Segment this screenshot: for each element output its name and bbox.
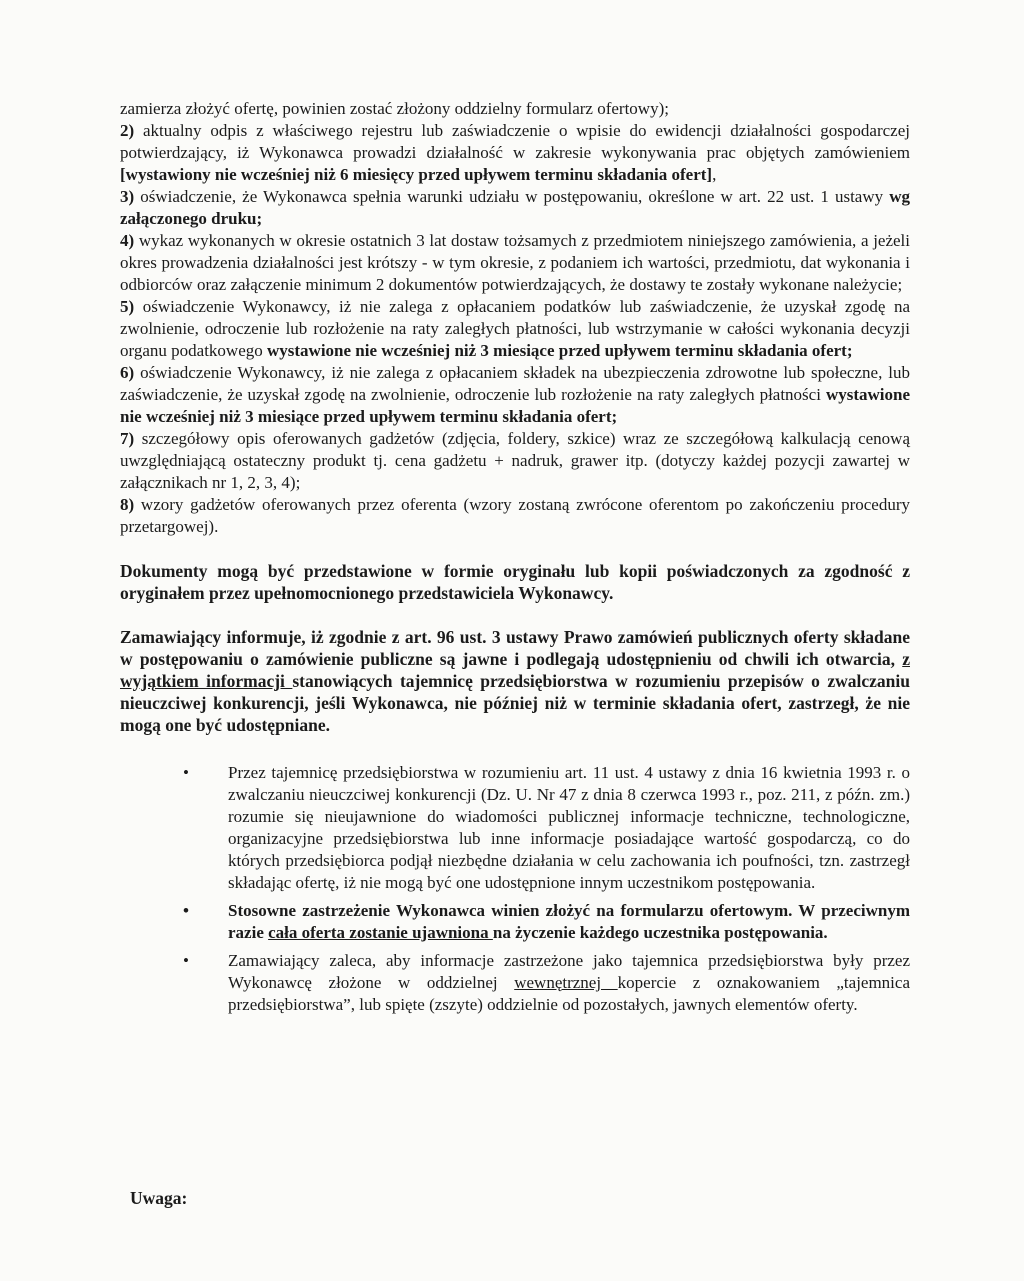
item-number: 3): [120, 187, 135, 206]
notice-underlined: z wyjątkiem informacji: [120, 649, 910, 691]
document-page: [120, 98, 910, 1022]
item-tail: ,: [712, 165, 717, 184]
list-item: [120, 296, 910, 362]
list-item: [120, 186, 910, 230]
item-text: aktualny odpis z właściwego rejestru lub zaświadczenie o wpisie do ewidencji działalności gospodarczej potwierdzający, iż Wykonawca prowadzi działalność w zakresie wykonywania prac objętych zamówieniem: [120, 121, 910, 162]
item-bold: wystawione nie wcześniej niż 3 miesiące przed upływem terminu składania ofert;: [120, 385, 910, 426]
bullet-icon: •: [183, 951, 189, 970]
bullet-text: Zamawiający zaleca, aby informacje zastrzeżone jako tajemnica przedsiębiorstwa były przez Wykonawcę złożone w oddzielnej: [228, 951, 910, 992]
item-bold: wg załączonego druku;: [120, 187, 910, 228]
list-item: [120, 494, 910, 538]
requirements-list: [120, 120, 910, 538]
bullet-item: [183, 900, 910, 944]
item-number: 2): [120, 121, 135, 140]
list-item: [120, 230, 910, 296]
item-number: 8): [120, 495, 135, 514]
bullet-tail: na życzenie każdego uczestnika postępowania.: [492, 923, 828, 942]
bullet-list: [120, 762, 910, 1016]
item-number: 6): [120, 363, 135, 382]
item-number: 4): [120, 231, 135, 250]
item-number: 7): [120, 429, 135, 448]
intro-line: zamierza złożyć ofertę, powinien zostać złożony oddzielny formularz ofertowy);: [120, 99, 669, 118]
list-item: [120, 362, 910, 428]
bullet-icon: •: [183, 763, 189, 782]
bullet-text: Przez tajemnicę przedsiębiorstwa w rozumieniu art. 11 ust. 4 ustawy z dnia 16 kwietnia 1993 r. o zwalczaniu nieuczciwej konkurencji (Dz. U. Nr 47 z dnia 8 czerwca 1993 r., poz. 211, z późn. zm.) rozumie się nieujawnione do wiadomości publicznej informacje techniczne, technologiczne, organizacyjne przedsiębiorstwa lub inne informacje posiadające wartość gospodarczą, co do których przedsiębiorca podjął niezbędne działania w celu zachowania ich poufności, tzn. zastrzegł składając ofertę, iż nie mogą być one udostępnione innym uczestnikom postępowania.: [228, 763, 910, 892]
note-label: Uwaga:: [130, 1188, 188, 1208]
bullet-underlined: wewnętrznej: [514, 973, 618, 992]
item-text: oświadczenie Wykonawcy, iż nie zalega z opłacaniem składek na ubezpieczenia zdrowotne lub społeczne, lub zaświadczenie, że uzyskał zgodę na zwolnienie, odroczenie lub rozłożenie na raty zaległych płatności: [120, 363, 910, 404]
notice-text: Zamawiający informuje, iż zgodnie z art. 96 ust. 3 ustawy Prawo zamówień publicznych oferty składane w postępowaniu o zamówienie publiczne są jawne i podlegają udostępnieniu od chwili ich otwarcia,: [120, 627, 910, 669]
bullet-item: [183, 950, 910, 1016]
item-number: 5): [120, 297, 135, 316]
bullet-tail: kopercie z oznakowaniem „tajemnica przedsiębiorstwa”, lub spięte (zszyte) oddzielnie od pozostałych, jawnych elementów oferty.: [228, 973, 910, 1014]
disclosure-notice: [120, 626, 910, 736]
bullet-text: Stosowne zastrzeżenie Wykonawca winien złożyć na formularzu ofertowym. W przeciwnym razie: [228, 901, 910, 942]
item-text: wzory gadżetów oferowanych przez oferenta (wzory zostaną zwrócone oferentom po zakończeniu procedury przetargowej).: [120, 495, 910, 536]
item-text: oświadczenie, że Wykonawca spełnia warunki udziału w postępowaniu, określone w art. 22 ust. 1 ustawy: [134, 187, 890, 206]
item-text: szczegółowy opis oferowanych gadżetów (zdjęcia, foldery, szkice) wraz ze szczegółową kalkulacją cenową uwzględniającą ostateczny produkt tj. cena gadżetu + nadruk, grawer itp. (dotyczy każdej pozycji zawartej w załącznikach nr 1, 2, 3, 4);: [120, 429, 910, 492]
item-bold: [wystawiony nie wcześniej niż 6 miesięcy przed upływem terminu składania ofert]: [120, 165, 713, 184]
bullet-underlined: cała oferta zostanie ujawniona: [268, 923, 493, 942]
list-item: [120, 428, 910, 494]
list-item: [120, 120, 910, 186]
item-bold: wystawione nie wcześniej niż 3 miesiące przed upływem terminu składania ofert;: [267, 341, 853, 360]
documents-note: Dokumenty mogą być przedstawione w formie oryginału lub kopii poświadczonych za zgodność z oryginałem przez upełnomocnionego przedstawiciela Wykonawcy.: [120, 561, 910, 603]
bullet-icon: •: [183, 901, 189, 920]
item-text: wykaz wykonanych w okresie ostatnich 3 lat dostaw tożsamych z przedmiotem niniejszego zamówienia, a jeżeli okres prowadzenia działalności jest krótszy - w tym okresie, z podaniem ich wartości, przedmiotu, dat wykonania i odbiorców oraz załączenie minimum 2 dokumentów potwierdzających, że dostawy te zostały wykonane należycie;: [120, 231, 910, 294]
item-text: oświadczenie Wykonawcy, iż nie zalega z opłacaniem podatków lub zaświadczenie, że uzyskał zgodę na zwolnienie, odroczenie lub rozłożenie na raty zaległych płatności, lub wstrzymanie w całości wykonania decyzji organu podatkowego: [120, 297, 910, 360]
notice-tail: stanowiących tajemnicę przedsiębiorstwa w rozumieniu przepisów o zwalczaniu nieuczciwej konkurencji, jeśli Wykonawca, nie później niż w terminie składania ofert, zastrzegł, że nie mogą one być udostępniane.: [120, 671, 910, 735]
bullet-item: [183, 762, 910, 894]
